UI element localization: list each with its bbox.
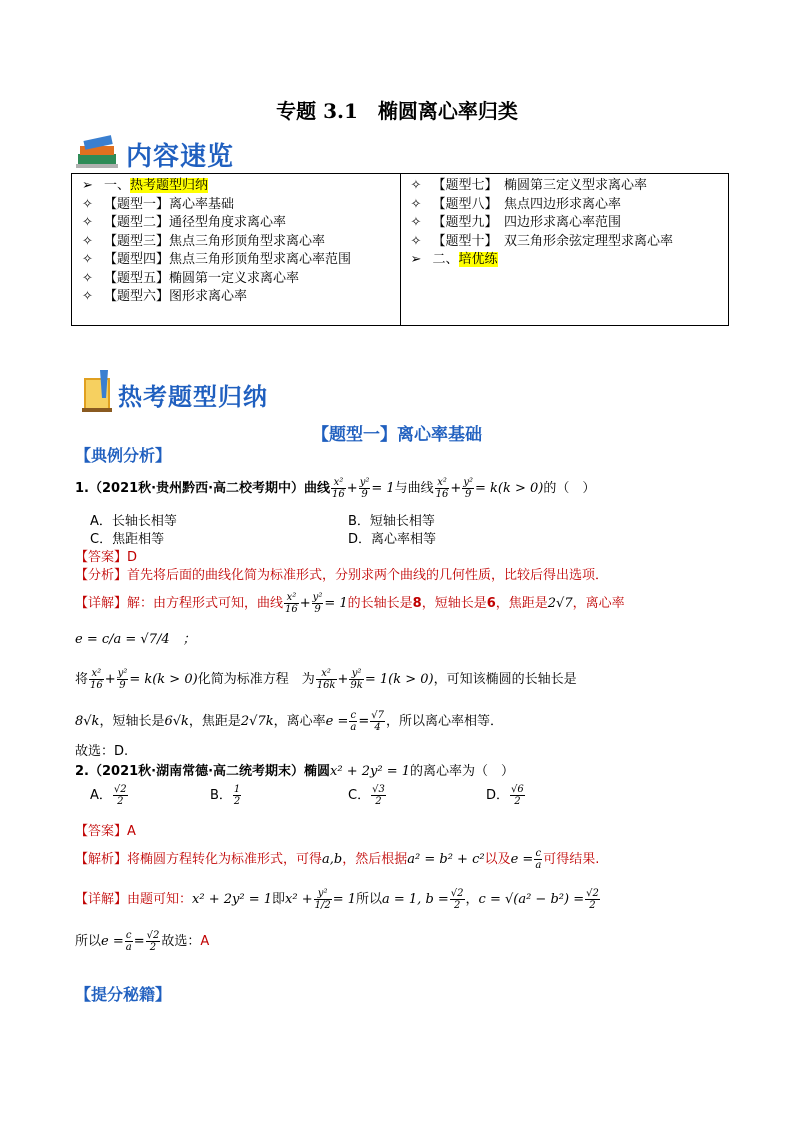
toc-item-prefix: 二、 [432,252,459,267]
toc-item-label: 【题型五】椭圆第一定义求离心率 [104,270,300,286]
q1-option-a: A．长轴长相等 [90,514,177,529]
q1-detail-line1: 【详解】解：由方程形式可知，曲线 $\frac{\text{x²}}{16}$ + $\frac{\text{y²}}{9}$ = 1的长轴长是8，短轴长是6，焦距是2√7，离心率 [75,592,625,615]
bullet-icon: ✧ [410,196,422,212]
contents-table [71,173,729,326]
toc-item-label: 【题型四】焦点三角形顶角型求离心率范围 [104,252,352,267]
q2-final: 所以e = $\frac{c}{a}$ = $\frac{√2}{2}$ 故选：A [75,930,210,953]
q2-answer: 【答案】A [75,824,136,839]
bullet-icon: ✧ [82,233,93,249]
q1-stem-pre: 1.（2021秋·贵州黔西·高二校考期中）曲线 [75,481,331,496]
q1-option-d: D．离心率相等 [348,532,437,547]
bullet-icon: ✧ [82,270,93,286]
q1-option-b: B．短轴长相等 [348,514,435,529]
type1-heading: 【题型一】离心率基础 [312,425,482,445]
toc-item [411,233,729,252]
bullet-icon: ✧ [82,252,93,267]
page-title: 专题 3.1 椭圆离心率归类 [276,99,518,123]
toc-item-label: 【题型二】通径型角度求离心率 [104,215,287,230]
bullet-icon: ✧ [82,196,93,212]
toc-item-label: 热考题型归纳 [130,178,209,193]
bullet-icon: ➢ [82,178,93,193]
q1-e-line: e = c/a = √7/4 ； [75,632,196,647]
toc-item [82,288,400,307]
toc-item-label: 【题型九】 四边形求离心率范围 [432,215,622,230]
tips-tag: 【提分秘籍】 [75,985,172,1004]
q2-option-d: D． $\frac{√6}{2}$ [486,784,524,807]
example-tag: 【典例分析】 [75,446,172,465]
q1-option-c: C．焦距相等 [90,532,165,547]
toc-item-label: 【题型六】图形求离心率 [104,289,248,304]
bullet-icon: ➢ [410,252,422,267]
q1-detail-line2: 将 $\frac{\text{x²}}{16}$ + $\frac{\text{y²}}{9}$ = k(k > 0)化简为标准方程 为 $\frac{\text{x²}}{16k}$ + $\frac{\text{y²}}{9k}$ = 1(k > 0)，可知该椭圆的长轴长是 [75,668,577,691]
q1-analysis: 【分析】首先将后面的曲线化简为标准形式，分别求两个曲线的几何性质，比较后得出选项． [75,568,609,583]
q2-option-c: C． $\frac{√3}{2}$ [348,784,385,807]
toc-item-label: 【题型三】焦点三角形顶角型求离心率 [104,233,326,249]
toc-item [411,177,729,196]
toc-item [82,251,400,270]
toc-item-label: 【题型一】离心率基础 [104,196,235,212]
toc-item [411,214,729,233]
toc-item [411,196,729,215]
q1-stem: 1.（2021秋·贵州黔西·高二校考期中）曲线 $\frac{\text{x²}}{16}$ + $\frac{\text{y²}}{9}$ = 1与曲线 $\frac{\text{x²}}{16}$ + $\frac{\text{y²}}{9}$ = k(k > 0)的（ ） [75,477,596,500]
q1-answer: 【答案】D [75,550,138,565]
bullet-icon: ✧ [82,289,93,304]
bullet-icon: ✧ [410,233,422,249]
toc-item-label: 【题型八】 焦点四边形求离心率 [432,196,622,212]
toc-item [82,233,400,252]
toc-item [82,196,400,215]
bullet-icon: ✧ [410,215,422,230]
pencil-book-icon [78,368,118,414]
bullet-icon: ✧ [82,215,93,230]
toc-item-label: 【题型七】 椭圆第三定义型求离心率 [432,178,648,193]
q1-conclusion: 故选：D. [75,744,129,759]
q2-detail: 【详解】由题可知：x² + 2y² = 1即x² + $\frac{\text{y²}}{1/2}$ = 1所以a = 1, b = $\frac{√2}{2}$ ，c = √(a² − b²) = $\frac{√2}{2}$ [75,888,599,911]
toc-left-column [72,174,401,326]
books-icon [74,132,122,172]
q1-detail-line3: 8√k，短轴长是6√k，焦距是2√7k，离心率e = $\frac{c}{a}$ = $\frac{√7}{4}$ ，所以离心率相等． [75,710,503,733]
hot-types-banner: 热考题型归纳 [118,383,268,411]
toc-right-column [400,174,729,326]
contents-banner: 内容速览 [126,142,235,172]
toc-item [82,270,400,289]
toc-item-prefix: 一、 [104,178,131,193]
q2-stem: 2.（2021秋·湖南常德·高二统考期末）椭圆x² + 2y² = 1的离心率为（ ） [75,764,515,779]
q2-option-a: A． $\frac{√2}{2}$ [90,784,127,807]
toc-item-label: 培优练 [458,252,498,267]
toc-item [82,177,400,196]
toc-item-label: 【题型十】 双三角形余弦定理型求离心率 [432,233,674,249]
toc-item [411,251,729,270]
toc-item [82,214,400,233]
bullet-icon: ✧ [410,178,422,193]
q2-option-b: B． $\frac{1}{2}$ [210,784,241,807]
q2-analysis: 【解析】将椭圆方程转化为标准形式，可得a,b，然后根据a² = b² + c²以及e = $\frac{c}{a}$ 可得结果. [75,848,600,871]
